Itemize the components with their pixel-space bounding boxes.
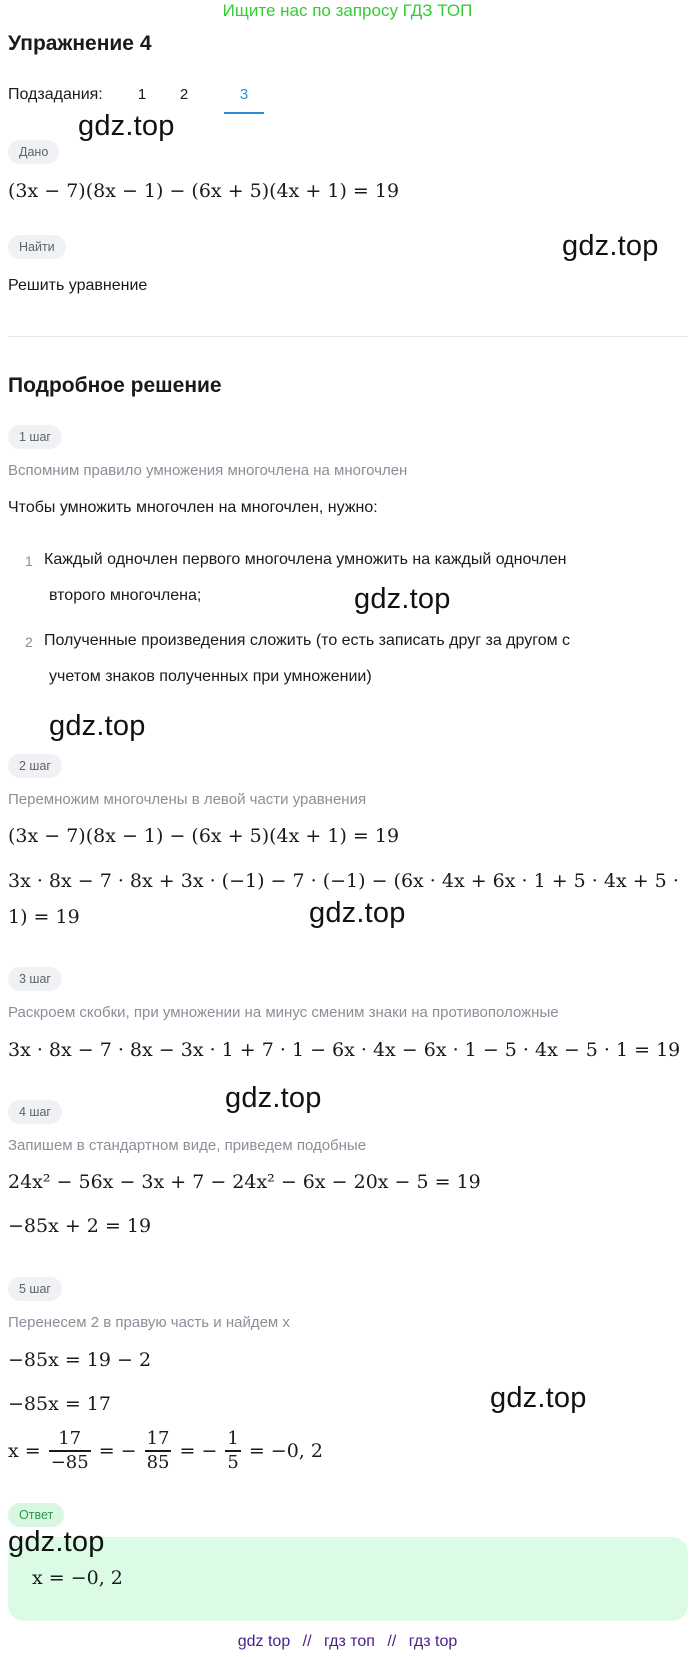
watermark: gdz.top — [78, 110, 175, 142]
find-text: Решить уравнение — [8, 277, 148, 294]
tab-subtask-3[interactable]: 3 — [239, 86, 249, 103]
fraction-3-denominator: 5 — [227, 1451, 239, 1473]
step-1-caption: Вспомним правило умножения многочлена на многочлен — [8, 462, 408, 479]
answer-badge: Ответ — [8, 1503, 64, 1527]
watermark: gdz.top — [354, 583, 451, 615]
step-5-equation-2: −85x = 17 — [8, 1393, 111, 1415]
step-3-caption: Раскроем скобки, при умножении на минус сменим знаки на противоположные — [8, 1004, 559, 1021]
tab-subtask-1[interactable]: 1 — [137, 86, 147, 103]
page-title: Упражнение 4 — [8, 32, 152, 55]
fraction-1 — [49, 1428, 91, 1474]
list-item-text: Каждый одночлен первого многочлена умножить на каждый одночлен — [44, 551, 567, 568]
search-banner[interactable]: Ищите нас по запросу ГДЗ ТОП — [222, 1, 473, 20]
step-2-caption: Перемножим многочлены в левой части уравнения — [8, 791, 367, 808]
step-2-expansion-cont: 1) = 19 — [8, 906, 80, 928]
given-badge: Дано — [8, 140, 59, 164]
step-4-caption: Запишем в стандартном виде, приведем подобные — [8, 1137, 367, 1154]
step-4-result: −85x + 2 = 19 — [8, 1215, 152, 1237]
fraction-3 — [225, 1428, 240, 1474]
step-3-badge: 3 шаг — [8, 967, 62, 991]
list-item-text-cont: второго многочлена; — [49, 587, 202, 604]
fraction-2-denominator: 85 — [146, 1451, 170, 1473]
watermark: gdz.top — [309, 897, 406, 929]
solution-result: = −0, 2 — [248, 1439, 323, 1462]
section-divider — [8, 336, 688, 337]
watermark: gdz.top — [490, 1382, 587, 1414]
solution-equals: = − — [98, 1439, 137, 1462]
list-item-text-cont: учетом знаков полученных при умножении) — [49, 668, 372, 685]
find-badge: Найти — [8, 235, 66, 259]
fraction-1-numerator: 17 — [58, 1428, 82, 1449]
step-2-expansion: 3x · 8x − 7 · 8x + 3x · (−1) − 7 · (−1) − (6x · 4x + 6x · 1 + 5 · 4x + 5 · — [8, 870, 679, 892]
footer-link-1[interactable]: gdz top — [237, 1633, 291, 1650]
footer-separator: // — [302, 1633, 312, 1650]
subtasks-label: Подзадания: — [8, 86, 103, 103]
step-5-caption: Перенесем 2 в правую часть и найдем x — [8, 1314, 290, 1331]
footer-link-2[interactable]: гдз топ — [324, 1633, 375, 1650]
solution-equals: = − — [179, 1439, 218, 1462]
step-4-equation: 24x² − 56x − 3x + 7 − 24x² − 6x − 20x − 5 = 19 — [8, 1171, 481, 1193]
step-3-equation: 3x · 8x − 7 · 8x − 3x · 1 + 7 · 1 − 6x · 4x − 6x · 1 − 5 · 4x − 5 · 1 = 19 — [8, 1039, 681, 1061]
watermark: gdz.top — [8, 1526, 105, 1558]
tab-subtask-2[interactable]: 2 — [179, 86, 189, 103]
fraction-2-numerator: 17 — [146, 1428, 170, 1449]
fraction-3-numerator: 1 — [227, 1428, 239, 1449]
active-tab-indicator — [224, 112, 264, 114]
step-5-badge: 5 шаг — [8, 1277, 62, 1301]
answer-value: x = −0, 2 — [32, 1567, 123, 1589]
step-4-badge: 4 шаг — [8, 1100, 62, 1124]
solution-title: Подробное решение — [8, 374, 222, 397]
step-1-intro: Чтобы умножить многочлен на многочлен, нужно: — [8, 499, 378, 516]
list-item-number: 2 — [25, 634, 33, 650]
step-1-badge: 1 шаг — [8, 425, 62, 449]
watermark: gdz.top — [49, 710, 146, 742]
step-2-equation: (3x − 7)(8x − 1) − (6x + 5)(4x + 1) = 19 — [8, 825, 400, 847]
list-item-text: Полученные произведения сложить (то есть записать друг за другом с — [44, 632, 571, 649]
step-2-badge: 2 шаг — [8, 754, 62, 778]
fraction-1-denominator: −85 — [50, 1451, 89, 1473]
step-5-solution — [8, 1428, 323, 1474]
footer-separator: // — [387, 1633, 397, 1650]
solution-lhs: x = — [8, 1439, 41, 1462]
list-item-number: 1 — [25, 553, 33, 569]
watermark: gdz.top — [562, 230, 659, 262]
footer-links — [0, 1633, 695, 1651]
fraction-2 — [145, 1428, 172, 1474]
step-5-equation-1: −85x = 19 − 2 — [8, 1349, 152, 1371]
given-expression: (3x − 7)(8x − 1) − (6x + 5)(4x + 1) = 19 — [8, 180, 400, 202]
watermark: gdz.top — [225, 1082, 322, 1114]
footer-link-3[interactable]: гдз top — [408, 1633, 458, 1650]
